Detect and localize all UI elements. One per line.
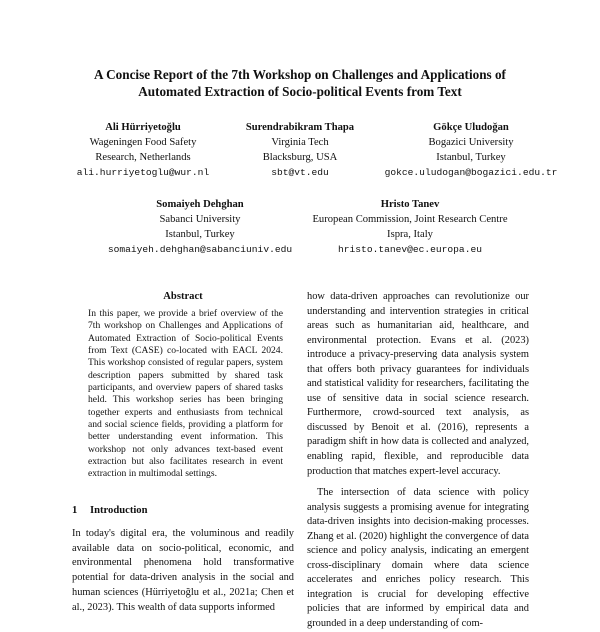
author-location: Research, Netherlands	[95, 152, 191, 163]
author-affiliation: European Commission, Joint Research Centre	[312, 214, 508, 225]
author-email[interactable]: hristo.tanev@ec.europa.eu	[338, 244, 482, 255]
author-location: Istanbul, Turkey	[436, 152, 506, 163]
author-name: Hristo Tanev	[380, 199, 440, 210]
author-email[interactable]: somaiyeh.dehghan@sabanciuniv.edu	[107, 244, 293, 255]
author-affiliation: Bogazici University	[428, 137, 514, 148]
abstract-heading: Abstract	[163, 291, 203, 302]
intro-paragraph: In today's digital era, the voluminous and readily available data on socio-political, economic, and environmental phenomena hold transformative potential for data-driven analysis in the social and human sciences (Hürriyetoğlu et al., 2021a; Chen et al., 2023). This wealth of data supports informed	[72, 528, 294, 613]
author-affiliation: Sabanci University	[159, 214, 241, 225]
author-name: Gökçe Uludoğan	[433, 122, 509, 133]
author-block-5	[280, 197, 540, 257]
author-email[interactable]: ali.hurriyetoglu@wur.nl	[76, 167, 210, 178]
abstract-text: In this paper, we provide a brief overview of the 7th workshop on Challenges and Applications of Automated Extraction of Socio-political Events from Text (CASE) co-located with EACL 2024. This workshop consisted of regular papers, system description papers submitted by shared task participants, and overview papers of shared tasks held. This workshop series has been bringing together experts and enthusiasts from technical and social science fields, providing a platform for better understanding event information. This workshop not only advances text-based event extraction but also facilitates research in event extraction in multimodal settings.	[88, 308, 283, 480]
author-block-3	[378, 120, 564, 180]
author-email[interactable]: sbt@vt.edu	[271, 167, 329, 178]
title-line-1: A Concise Report of the 7th Workshop on Challenges and Applications of	[94, 67, 506, 82]
author-name: Surendrabikram Thapa	[245, 122, 355, 133]
author-block-1	[43, 120, 243, 180]
author-name: Ali Hürriyetoğlu	[105, 122, 181, 133]
section-title: Introduction	[90, 505, 148, 516]
section-number: 1	[72, 505, 78, 516]
author-name: Somaiyeh Dehghan	[156, 199, 244, 210]
author-location: Ispra, Italy	[387, 229, 433, 240]
right-paragraph-1: how data-driven approaches can revolutionize our understanding and intervention strategies in critical areas such as humanitarian aid, healthcare, and environmental protection. Evans et al. (2023) introduce a privacy-preserving data analysis system that offers both privacy guarantees for individuals and statistical validity for researchers, facilitating the use of sensitive data in social science research. Furthermore, crowd-sourced text analysis, as discussed by Benoit et al. (2016), represents a paradigm shift in how data is collected and analyzed, enabling rapid, flexible, and reproducible data production that matches expert-level accuracy.	[307, 291, 529, 477]
author-affiliation: Virginia Tech	[271, 137, 329, 148]
section-heading-introduction	[72, 505, 148, 516]
author-email[interactable]: gokce.uludogan@bogazici.edu.tr	[384, 167, 558, 178]
author-affiliation: Wageningen Food Safety	[89, 137, 197, 148]
right-paragraph-2: The intersection of data science with policy analysis suggests a promising avenue for integrating data-driven insights into decision-making processes. Zhang et al. (2020) highlight the convergence of data science and policy analysis, indicating an emergent cross-disciplinary domain where data science accelerates and enriches policy research. This integration is crucial for developing effective policies that are informed by empirical data and grounded in a deep understanding of com-	[307, 487, 529, 630]
title-line-2: Automated Extraction of Socio-political Events from Text	[138, 84, 462, 99]
author-block-2	[220, 120, 380, 180]
author-location: Istanbul, Turkey	[165, 229, 235, 240]
right-column	[307, 290, 529, 632]
paper-title	[40, 66, 560, 100]
author-location: Blacksburg, USA	[262, 152, 338, 163]
